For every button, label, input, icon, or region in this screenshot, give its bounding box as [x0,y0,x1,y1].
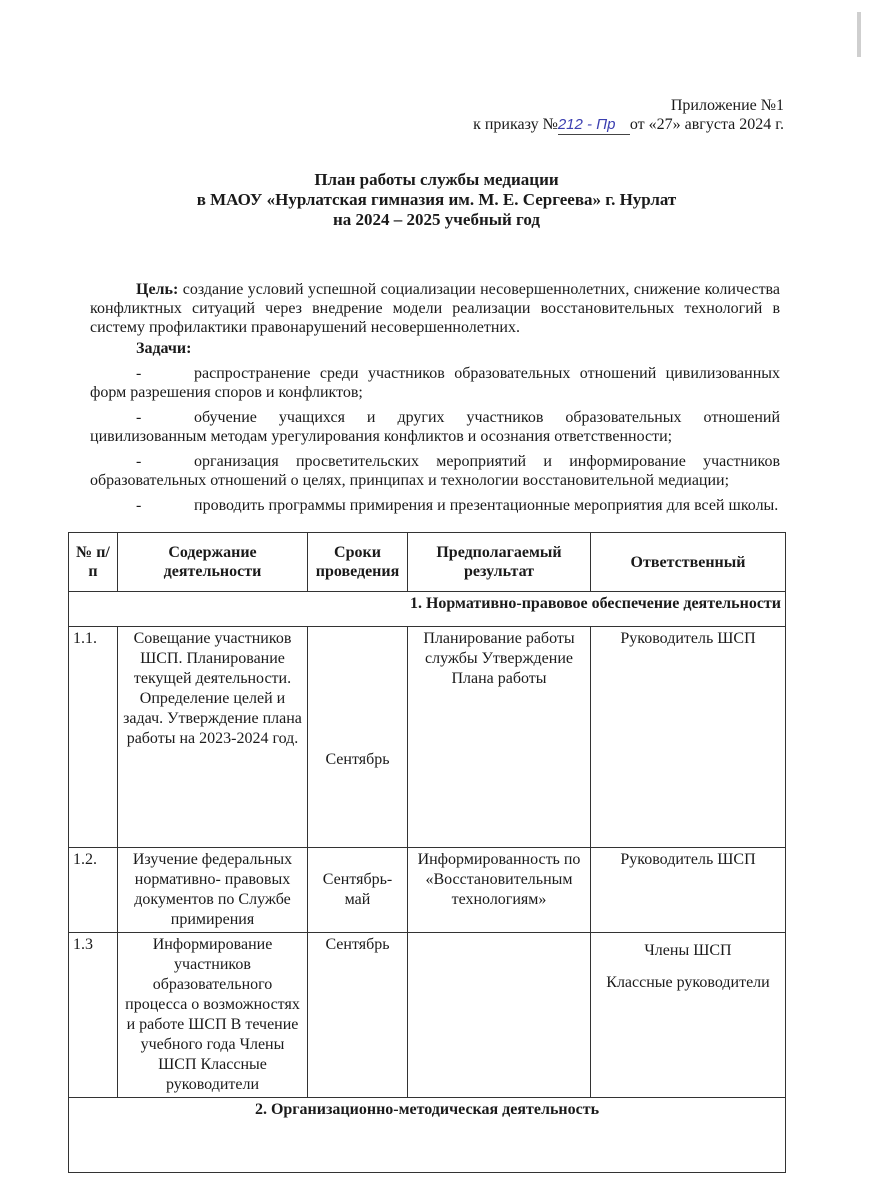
section-row [69,1098,786,1173]
cell-responsible: Руководитель ШСП [591,627,786,848]
section-title: 1. Нормативно-правовое обеспечение деятельности [69,592,786,627]
task-text: обучение учащихся и других участников образовательных отношений цивилизованным методам урегулирования конфликтов и осознания ответственности; [90,409,780,445]
cell-responsible: Руководитель ШСП [591,848,786,933]
order-prefix: к приказу № [473,116,558,133]
cell-result: Информированность по «Восстановительным технологиям» [408,848,591,933]
cell-period: Сентябрь [308,933,408,1098]
header-period: Сроки проведения [308,533,408,592]
task-item [90,408,780,446]
header-number: № п/п [69,533,118,592]
section-row [69,592,786,627]
table-header-row [69,533,786,592]
bullet-dash: - [136,365,142,382]
bullet-dash: - [136,497,142,514]
scan-edge-artifact [857,12,861,57]
title-line-2: в МАОУ «Нурлатская гимназия им. М. Е. Сергеева» г. Нурлат [196,190,677,209]
cell-responsible [591,933,786,1098]
cell-content: Информирование участников образовательного процесса о возможностях и работе ШСП В течение учебного года Члены ШСП Классные руководители [118,933,308,1098]
appendix-header [473,96,784,135]
bullet-dash: - [136,409,142,426]
tasks-label: Задачи: [136,340,192,357]
cell-result: Планирование работы службы Утверждение Плана работы [408,627,591,848]
order-reference [473,115,784,135]
order-number-handwritten: 212 - Пр [558,115,630,135]
order-date: от «27» августа 2024 г. [629,116,784,133]
table-row [69,627,786,848]
task-text: проводить программы примирения и презентационные мероприятия для всей школы. [194,497,779,514]
tasks-heading [90,339,780,358]
cell-result [408,933,591,1098]
document-title [0,170,873,230]
table-row [69,933,786,1098]
title-line-1: План работы службы медиации [314,170,559,189]
goals-section [90,280,780,515]
cell-period: Сентябрь [308,627,408,848]
task-text: организация просветительских мероприятий и информирование участников образовательных отношений о целях, принципах и технологии восстановительной медиации; [90,453,780,489]
goal-label: Цель: [136,281,179,298]
cell-content: Изучение федеральных нормативно- правовых документов по Службе примирения [118,848,308,933]
title-line-3: на 2024 – 2025 учебный год [333,210,540,229]
goal-paragraph [90,280,780,337]
header-result: Предполагаемый результат [408,533,591,592]
cell-period: Сентябрь-май [308,848,408,933]
cell-content: Совещание участников ШСП. Планирование текущей деятельности. Определение целей и задач. Утверждение плана работы на 2023-2024 год. [118,627,308,848]
work-plan-table [68,532,786,1173]
task-item [90,496,780,515]
responsible-line-1: Члены ШСП [644,942,732,959]
cell-number: 1.2. [69,848,118,933]
cell-number: 1.1. [69,627,118,848]
task-item [90,364,780,402]
cell-number: 1.3 [69,933,118,1098]
header-content: Содержание деятельности [118,533,308,592]
section-title: 2. Организационно-методическая деятельность [69,1098,786,1173]
header-responsible: Ответственный [591,533,786,592]
bullet-dash: - [136,453,142,470]
table-row [69,848,786,933]
task-item [90,452,780,490]
goal-text: создание условий успешной социализации несовершеннолетних, снижение количества конфликтных ситуаций через внедрение модели реализации восстановительных технологий в систему профилактики правонарушений несовершеннолетних. [90,281,780,336]
responsible-line-2: Классные руководители [606,974,770,991]
task-text: распространение среди участников образовательных отношений цивилизованных форм разрешения споров и конфликтов; [90,365,780,401]
appendix-label: Приложение №1 [670,97,784,114]
